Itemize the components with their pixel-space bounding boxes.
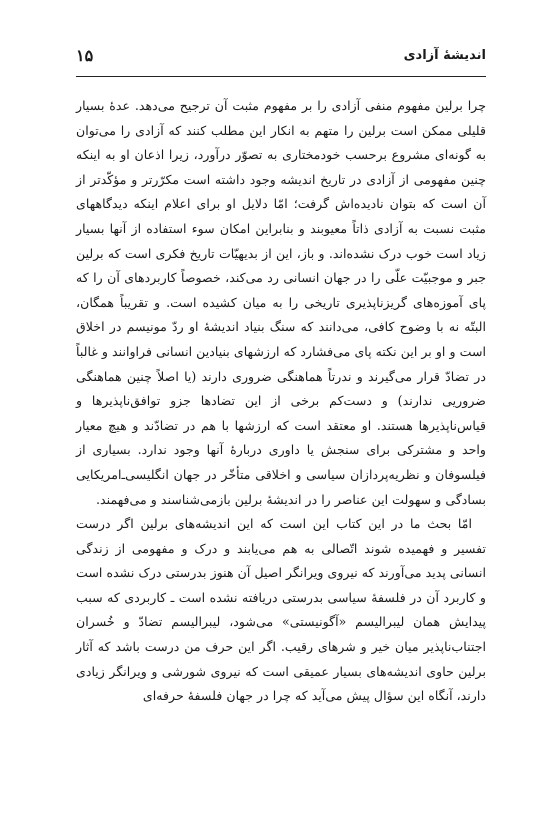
running-title: اندیشهٔ آزادی — [403, 48, 486, 63]
running-header — [76, 46, 486, 70]
page-number: ۱۵ — [76, 46, 94, 65]
header-rule — [76, 76, 486, 77]
paragraph: امّا بحث ما در این کتاب این است که این اندیشه‌های برلین اگر درست تفسیر و فهمیده شوند اتّصالی به هم می‌یابند و درک و مفهومی از زندگی انسانی پدید می‌آورند که نیروی ویرانگر اصیل آن هنوز بدرستی درک نشده است و کاربرد آن در فلسفهٔ سیاسی بدرستی دریافته نشده است ـ کاربردی که سبب پیدایش همان لیبرالیسم «آگونیستی» می‌شود، لیبرالیسم تضادّ و خُسران اجتناب‌ناپذیر میان خیر و شرهای رقیب. اگر این حرف من درست باشد که آثار برلین حاوی اندیشه‌های بسیار عمیقی است که نیروی شورشی و ویرانگر زیادی دارند، آنگاه این سؤال پیش می‌آید که چرا در جهان فلسفهٔ حرفه‌ای — [76, 516, 486, 704]
body-text — [76, 94, 486, 709]
paragraph: چرا برلین مفهوم منفی آزادی را بر مفهوم مثبت آن ترجیح می‌دهد. عدهٔ بسیار قلیلی ممکن است برلین را متهم به انکار این مطلب کنند که آزادی را می‌توان به گونه‌ای مشروع برحسب خودمختاری به تصوّر درآورد، زیرا اذعان او به اینکه چنین مفهومی از آزادی در تاریخ اندیشه وجود داشته است مکرّرتر و مؤکّدتر از آن است که بتوان نادیده‌اش گرفت؛ امّا دلایل او برای اعلام اینکه دیدگاههای مثبت نسبت به آزادی ذاتاً معیوبند و بنابراین امکان سوء استفاده از آنها بسیار زیاد است خوب درک نشده‌اند. و باز، این از بدیهیّات تاریخ فکری است که برلین جبر و موجبیّت علّی را در جهان انسانی رد می‌کند، خصوصاً کاربردهای آن را که پای آموزه‌های گریزناپذیری تاریخی را به میان کشیده است. و تقریباً همگان، البتّه نه با وضوح کافی، می‌دانند که سنگ بنیاد اندیشهٔ او ردّ مونیسم در اخلاق است و او بر این نکته پای می‌فشارد که ارزشهای بنیادین انسانی فراوانند و غالباً در تضادّ قرار می‌گیرند و ندرتاً هماهنگی ضروری دارند (یا اصلاً چنین هماهنگی ضروریی ندارند) و دست‌کم برخی از این تضادها جزو توافق‌ناپذیرها و قیاس‌ناپذیرها هستند. او معتقد است که ارزشها با هم در تضادّند و هیچ معیار واحد و مشترکی برای سنجش یا داوری دربارهٔ آنها وجود ندارد. بسیاری از فیلسوفان و نظریه‌پردازان سیاسی و اخلاقی متأخّر در جهان انگلیسی‌ـ‌امریکایی بسادگی و سهولت این عناصر را در اندیشهٔ برلین بازمی‌شناسند و می‌فهمند. — [76, 98, 486, 507]
